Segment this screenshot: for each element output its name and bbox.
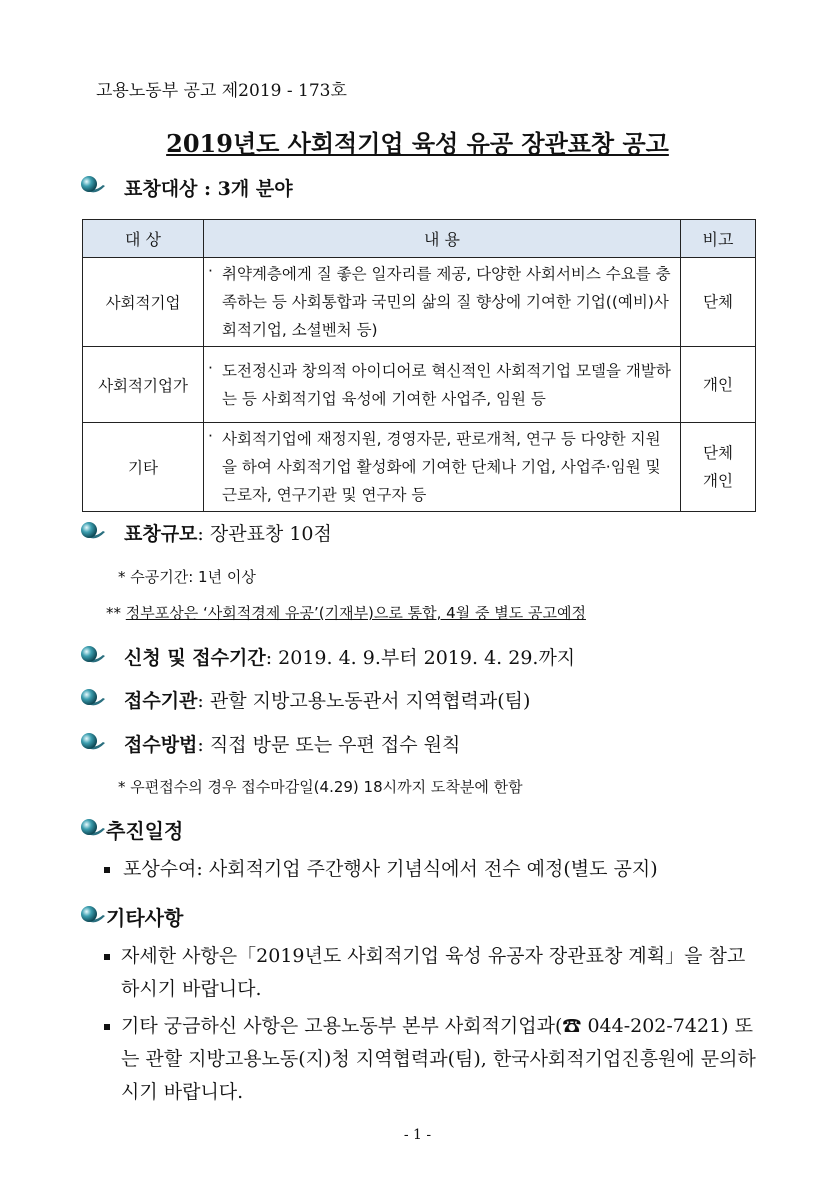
row-content-text: · 사회적기업에 재정지원, 경영자문, 판로개척, 연구 등 다양한 지원을 하여 사회적기업 활성화에 기여한 단체나 기업, 사업주·임원 및 근로자, 연구기관 및 연구자 등	[208, 425, 674, 509]
misc-item: 자세한 사항은「2019년도 사회적기업 육성 유공자 장관표창 계획」을 참고하시기 바랍니다.	[121, 945, 746, 1000]
globe-arrow-icon	[80, 818, 106, 840]
table-header-row	[83, 220, 756, 258]
row-note	[681, 423, 756, 512]
globe-arrow-icon	[80, 521, 106, 543]
award-target-table	[82, 219, 756, 512]
period-label: 신청 및 접수기간	[124, 647, 266, 669]
row-category: 기타	[83, 423, 204, 512]
method-note: * 우편접수의 경우 접수마감일(4.29) 18시까지 도착분에 한함	[118, 778, 523, 796]
misc-heading: 기타사항	[106, 906, 184, 930]
schedule-item: 포상수여: 사회적기업 주간행사 기념식에서 전수 예정(별도 공지)	[123, 858, 658, 880]
page-number: - 1 -	[403, 1127, 432, 1143]
note-marker: **	[106, 604, 121, 622]
agency-label: 접수기관	[124, 690, 198, 712]
government-award-text: 정부포상은 ‘사회적경제 유공’(기재부)으로 통합, 4월 중 별도 공고예정	[125, 604, 586, 622]
square-bullet-icon	[104, 1024, 110, 1030]
row-note-line1: 단체	[703, 444, 733, 462]
table-row	[83, 258, 756, 347]
award-scale-line	[124, 519, 332, 546]
row-content-text: · 취약계층에게 질 좋은 일자리를 제공, 다양한 사회서비스 수요를 충족하는 등 사회통합과 국민의 삶의 질 향상에 기여한 기업((예비)사회적기업, 소셜벤처 등)	[208, 260, 674, 344]
method-label: 접수방법	[124, 734, 198, 756]
column-header-content: 내 용	[204, 220, 681, 258]
agency-line	[124, 686, 530, 713]
column-header-target: 대 상	[83, 220, 204, 258]
award-scale-value: : 장관표창 10점	[197, 523, 332, 545]
row-content	[204, 347, 681, 423]
page-title: 2019년도 사회적기업 육성 유공 장관표창 공고	[166, 129, 669, 158]
square-bullet-icon	[104, 867, 110, 873]
award-target-heading: 표창대상 : 3개 분야	[124, 178, 293, 200]
row-category: 사회적기업	[83, 258, 204, 347]
globe-arrow-icon	[80, 175, 106, 197]
globe-arrow-icon	[80, 905, 106, 927]
method-line	[124, 730, 460, 757]
misc-item: 기타 궁금하신 사항은 고용노동부 본부 사회적기업과(☎ 044-202-7421) 또는 관할 지방고용노동(지)청 지역협력과(팀), 한국사회적기업진흥원에 문의하시기 바랍니다.	[121, 1015, 756, 1103]
award-scale-label: 표창규모	[124, 523, 198, 545]
agency-value: : 관할 지방고용노동관서 지역협력과(팀)	[197, 690, 531, 712]
globe-arrow-icon	[80, 732, 106, 754]
globe-arrow-icon	[80, 688, 106, 710]
period-line	[124, 643, 575, 670]
row-content	[204, 423, 681, 512]
row-note: 개인	[681, 347, 756, 423]
row-content-text: · 도전정신과 창의적 아이디어로 혁신적인 사회적기업 모델을 개발하는 등 사회적기업 육성에 기여한 사업주, 임원 등	[208, 357, 674, 413]
award-scale-note: * 수공기간: 1년 이상	[118, 568, 256, 586]
table-row	[83, 347, 756, 423]
government-award-note	[106, 602, 586, 623]
row-note-line2: 개인	[703, 472, 733, 490]
method-value: : 직접 방문 또는 우편 접수 원칙	[197, 734, 461, 756]
square-bullet-icon	[104, 954, 110, 960]
globe-arrow-icon	[80, 645, 106, 667]
schedule-heading: 추진일정	[106, 819, 184, 843]
row-note: 단체	[681, 258, 756, 347]
table-row	[83, 423, 756, 512]
column-header-note: 비고	[681, 220, 756, 258]
row-content	[204, 258, 681, 347]
period-value: : 2019. 4. 9.부터 2019. 4. 29.까지	[265, 647, 576, 669]
row-category: 사회적기업가	[83, 347, 204, 423]
notice-number: 고용노동부 공고 제2019 - 173호	[96, 81, 347, 101]
